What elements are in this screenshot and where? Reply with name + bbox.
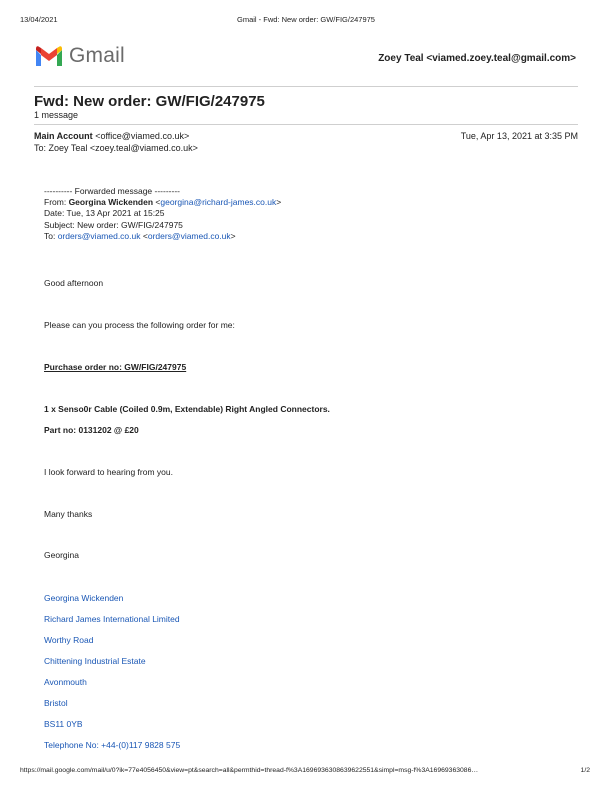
signature-city: Bristol (44, 698, 68, 708)
thread-subject: Fwd: New order: GW/FIG/247975 (34, 93, 265, 110)
signature-postcode: BS11 0YB (44, 719, 83, 729)
footer-url: https://mail.google.com/mail/u/0?ik=77e4056450&view=pt&search=all&permthid=thread-f%3A1696936308639622551&simpl=msg-f%3A16969363086… (20, 767, 479, 774)
forward-sender-email-link[interactable]: georgina@richard-james.co.uk (160, 197, 277, 208)
signature-name: Georgina Wickenden (44, 593, 124, 603)
message-from (34, 131, 189, 141)
forward-from: From: Georgina Wickenden <georgina@richard-james.co.uk> (44, 197, 282, 208)
forward-sender-name: Georgina Wickenden (68, 197, 154, 208)
order-item: 1 x Senso0r Cable (Coiled 0.9m, Extendable) Right Angled Connectors. (44, 404, 330, 414)
signature-estate: Chittening Industrial Estate (44, 656, 146, 666)
closing-text: I look forward to hearing from you. (44, 467, 173, 477)
forward-recipient-link-2[interactable]: orders@viamed.co.uk (147, 230, 231, 241)
gmail-logo[interactable] (34, 44, 125, 68)
account-label: Zoey Teal <viamed.zoey.teal@gmail.com> (378, 53, 576, 64)
footer-page-number: 1/2 (580, 767, 590, 774)
header-divider (34, 86, 578, 87)
sender-signoff: Georgina (44, 550, 79, 560)
forward-subject: Subject: New order: GW/FIG/247975 (44, 219, 183, 230)
request-text: Please can you process the following order for me: (44, 320, 235, 330)
message-to: To: Zoey Teal <zoey.teal@viamed.co.uk> (34, 143, 198, 153)
gmail-m-icon (34, 45, 64, 68)
signature-company: Richard James International Limited (44, 614, 180, 624)
print-title: Gmail - Fwd: New order: GW/FIG/247975 (237, 15, 375, 24)
thanks-text: Many thanks (44, 509, 93, 519)
sender-name: Main Account (34, 131, 93, 141)
print-date: 13/04/2021 (20, 15, 58, 24)
gmail-wordmark: Gmail (69, 44, 125, 67)
greeting: Good afternoon (44, 278, 104, 288)
part-number: Part no: 0131202 @ £20 (44, 425, 139, 435)
sender-email: <office@viamed.co.uk> (95, 131, 190, 141)
signature-street: Worthy Road (44, 635, 94, 645)
forward-recipient-link[interactable]: orders@viamed.co.uk (57, 230, 141, 241)
forward-to: To: orders@viamed.co.uk <orders@viamed.co.uk> (44, 230, 236, 241)
message-date: Tue, Apr 13, 2021 at 3:35 PM (460, 131, 578, 141)
forwarded-header (44, 186, 281, 242)
purchase-order: Purchase order no: GW/FIG/247975 (44, 362, 187, 372)
signature-area: Avonmouth (44, 677, 87, 687)
subject-divider (34, 124, 578, 125)
signature-telephone: Telephone No: +44-(0)117 9828 575 (44, 740, 181, 750)
forward-separator: ---------- Forwarded message --------- (44, 186, 180, 196)
forward-date: Date: Tue, 13 Apr 2021 at 15:25 (44, 208, 165, 219)
message-count: 1 message (34, 110, 79, 120)
